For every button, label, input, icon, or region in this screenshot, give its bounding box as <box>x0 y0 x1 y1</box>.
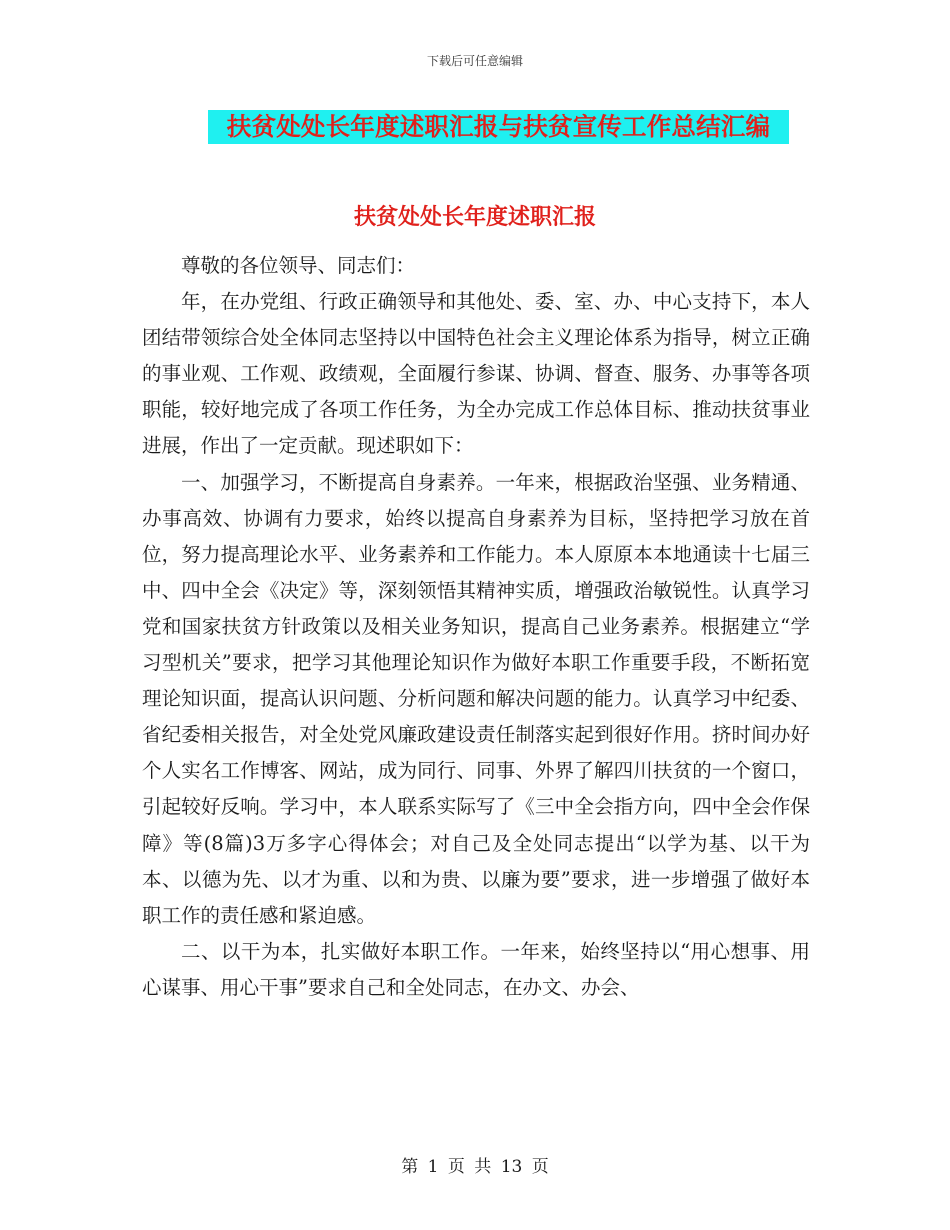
document-subtitle: 扶贫处处长年度述职汇报 <box>353 204 596 230</box>
salutation-paragraph: 尊敬的各位领导、同志们： <box>181 254 416 277</box>
section-one-paragraph: 一、加强学习，不断提高自身素养。一年来，根据政治坚强、业务精通、办事高效、协调有力要求，始终以提高自身素养为目标，坚持把学习放在首位，努力提高理论水平、业务素养和工作能力。本人原原本本地通读十七届三中、四中全会《决定》等，深刻领悟其精神实质，增强政治敏锐性。认真学习党和国家扶贫方针政策以及相关业务知识，提高自己业务素养。根据建立“学习型机关”要求，把学习其他理论知识作为做好本职工作重要手段，不断拓宽理论知识面，提高认识问题、分析问题和解决问题的能力。认真学习中纪委、省纪委相关报告，对全处党风廉政建设责任制落实起到很好作用。挤时间办好个人实名工作博客、网站，成为同行、同事、外界了解四川扶贫的一个窗口，引起较好反响。学习中，本人联系实际写了《三中全会指方向，四中全会作保障》等(8篇)3万多字心得体会；对自己及全处同志提出“以学为基、以干为本、以德为先、以才为重、以和为贵、以廉为要”要求，进一步增强了做好本职工作的责任感和紧迫感。 <box>142 470 810 927</box>
intro-paragraph: 年，在办党组、行政正确领导和其他处、委、室、办、中心支持下，本人团结带领综合处全体同志坚持以中国特色社会主义理论体系为指导，树立正确的事业观、工作观、政绩观，全面履行参谋、协调、督查、服务、办事等各项职能，较好地完成了各项工作任务，为全办完成工作总体目标、推动扶贫事业进展，作出了一定贡献。现述职如下： <box>142 290 810 458</box>
document-body <box>142 248 810 1006</box>
title-highlight <box>208 110 789 144</box>
page-number: 第 1 页 共 13 页 <box>401 1157 549 1177</box>
section-two-paragraph: 二、以干为本，扎实做好本职工作。一年来，始终坚持以“用心想事、用心谋事、用心干事”要求自己和全处同志，在办文、办会、 <box>142 939 810 999</box>
header-note: 下载后可任意编辑 <box>426 54 523 68</box>
document-title: 扶贫处处长年度述职汇报与扶贫宣传工作总结汇编 <box>226 112 771 141</box>
